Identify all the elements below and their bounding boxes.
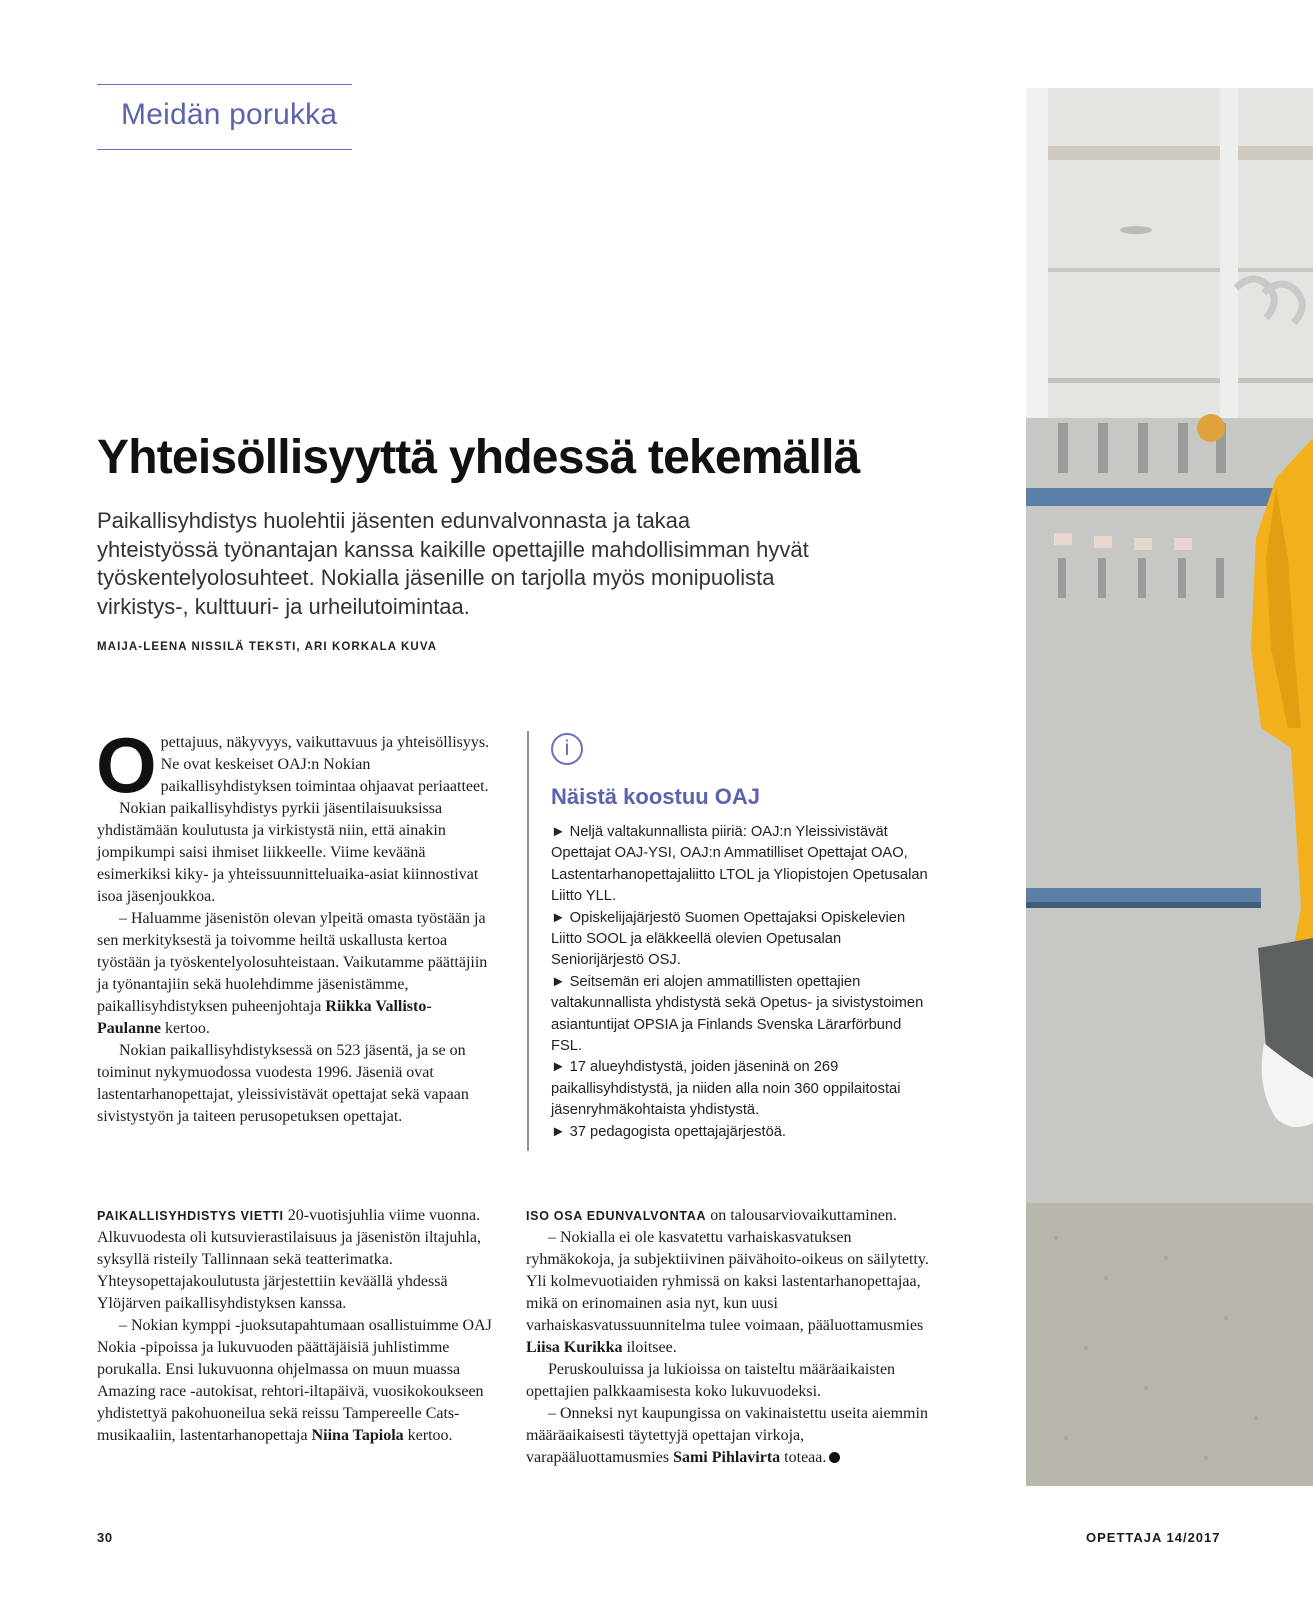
article-photo <box>1026 88 1313 1486</box>
info-box-list <box>551 822 936 1143</box>
paragraph: PAIKALLISYHDISTYS VIETTI 20-vuotisjuhlia viime vuonna. Alkuvuodesta oli kutsuvierastilaisuus ja jäsenistön iltajuhla, syksyllä risteily Tallinnaan sekä teatterimatka. Yhteysopettajakoulutusta järjestettiin keväällä yhdessä Ylöjärven paikallisyhdistyksen kanssa. <box>97 1207 481 1312</box>
person-name: Sami Pihlavirta <box>673 1449 781 1466</box>
publication-label: OPETTAJA 14/2017 <box>1086 1530 1221 1545</box>
run-in-heading: ISO OSA EDUNVALVONTAA <box>526 1209 707 1223</box>
section-label: Meidän porukka <box>121 98 338 131</box>
info-box-item: ► Seitsemän eri alojen ammatillisten opettajien valtakunnallista yhdistystä sekä Opetus- ja sivistystoimen asiantuntijat OPSIA ja Finlands Svenska Lärarförbund FSL. <box>551 973 924 1055</box>
paragraph: – Nokian kymppi -juoksutapahtumaan osallistuimme OAJ Nokia -pipoissa ja lukuvuoden päättäjäisiä juhlistimme porukalla. Ensi lukuvuonna ohjelmassa on muun muassa Amazing race -autokisat, rehtori-iltapäivä, vuosikokoukseen yhdistettyä pakohuoneilua sekä reissu Tampereelle Cats-musikaaliin, lastentarhanopettaja Niina Tapiola kertoo. <box>97 1317 492 1444</box>
person-name: Niina Tapiola <box>311 1427 404 1444</box>
paragraph: pettajuus, näkyvyys, vaikuttavuus ja yhteisöllisyys. Ne ovat keskeiset OAJ:n Nokian paikallisyhdistyksen toimintaa ohjaavat periaatteet. <box>160 734 490 795</box>
paragraph: – Nokialla ei ole kasvatettu varhaiskasvatuksen ryhmäkokoja, ja subjektiivinen päivähoito-oikeus on säilytetty. Yli kolmevuotiaiden ryhmissä on kaksi lastentarhanopettajaa, mikä on erinomainen asia nyt, kun uusi varhaiskasvatussuunnitelma tulee voimaan, pääluottamusmies Liisa Kurikka iloitsee. <box>526 1229 929 1356</box>
paragraph: ISO OSA EDUNVALVONTAA on talousarviovaikuttaminen. <box>526 1207 897 1224</box>
run-in-heading: PAIKALLISYHDISTYS VIETTI <box>97 1209 284 1223</box>
paragraph: – Onneksi nyt kaupungissa on vakinaistettu useita aiemmin määräaikaisesti täytettyjä opettajan virkoja, varapääluottamusmies Sami Pihlavirta toteaa. <box>526 1405 928 1466</box>
paragraph: Nokian paikallisyhdistys pyrkii jäsentilaisuuksissa yhdistämään koulutusta ja virkistystä niin, että ainakin jompikumpi saisi ihmiset liikkeelle. Viime keväänä esimerkiksi kiky- ja yhteissuunnitteluaika-asiat kiinnostivat isoa jäsenjoukkoa. <box>97 800 479 905</box>
info-box-item: ► 17 alueyhdistystä, joiden jäseninä on 269 paikallisyhdistystä, ja niiden alla noin 360 oppilaitostai jäsenryhmäkohtaista yhdistystä. <box>551 1059 901 1119</box>
headline: Yhteisöllisyyttä yhdessä tekemällä <box>97 431 860 484</box>
lead-paragraph: Paikallisyhdistys huolehtii jäsenten edunvalvonnasta ja takaa yhteistyössä työnantajan kanssa kaikille opettajille mahdollisimman hyvät työskentelyolosuhteet. Nokialla jäsenille on tarjolla myös monipuolista virkistys-, kulttuuri- ja urheilutoimintaa. <box>97 508 809 619</box>
photo-illustration <box>1026 88 1313 1486</box>
drop-cap: O <box>96 721 157 809</box>
paragraph: – Haluamme jäsenistön olevan ylpeitä omasta työstään ja sen merkityksestä ja toivomme heiltä uskallusta kertoa työstään ja työskentelyolosuhteistaan. Vaikutamme päättäjiin ja työnantajiin sekä huolehdimme jäsenistämme, paikallisyhdistyksen puheenjohtaja Riikka Vallisto-Paulanne kertoo. <box>97 910 488 1037</box>
paragraph: Nokian paikallisyhdistyksessä on 523 jäsentä, ja se on toiminut nykymuodossa vuodesta 1996. Jäseniä ovat lastentarhanopettajat, yleissivistävät opettajat sekä vapaan sivistystyön ja taiteen perusopetuksen opettajat. <box>97 1042 469 1125</box>
section-header <box>97 84 352 150</box>
info-box-item: ► 37 pedagogista opettajajärjestöä. <box>551 1123 787 1140</box>
article-column-1-lower <box>97 1205 502 1447</box>
info-box-item: ► Opiskelijajärjestö Suomen Opettajaksi Opiskelevien Liitto SOOL ja eläkkeellä olevien Opetusalan Seniorijärjestö OSJ. <box>551 909 906 969</box>
info-box-rule <box>527 731 529 1151</box>
person-name: Riikka Vallisto-Paulanne <box>97 998 432 1037</box>
article-column-2-lower <box>526 1205 931 1469</box>
person-name: Liisa Kurikka <box>526 1339 623 1356</box>
info-box-item: ► Neljä valtakunnallista piiriä: OAJ:n Yleissivistävät Opettajat OAJ-YSI, OAJ:n Ammatilliset Opettajat OAO, Lastentarhanopettajaliitto LTOL ja Yliopistojen Opetusalan Liitto YLL. <box>551 824 928 905</box>
paragraph: Peruskouluissa ja lukioissa on taisteltu määräaikaisten opettajien palkkaamisesta koko lukuvuodeksi. <box>526 1361 896 1400</box>
info-box-title: Näistä koostuu OAJ <box>551 784 761 809</box>
page-number: 30 <box>97 1530 113 1545</box>
end-mark-icon <box>829 1452 840 1463</box>
article-column-1 <box>96 721 492 1128</box>
byline: MAIJA-LEENA NISSILÄ TEKSTI, ARI KORKALA KUVA <box>97 641 438 653</box>
info-icon: i <box>551 733 583 765</box>
